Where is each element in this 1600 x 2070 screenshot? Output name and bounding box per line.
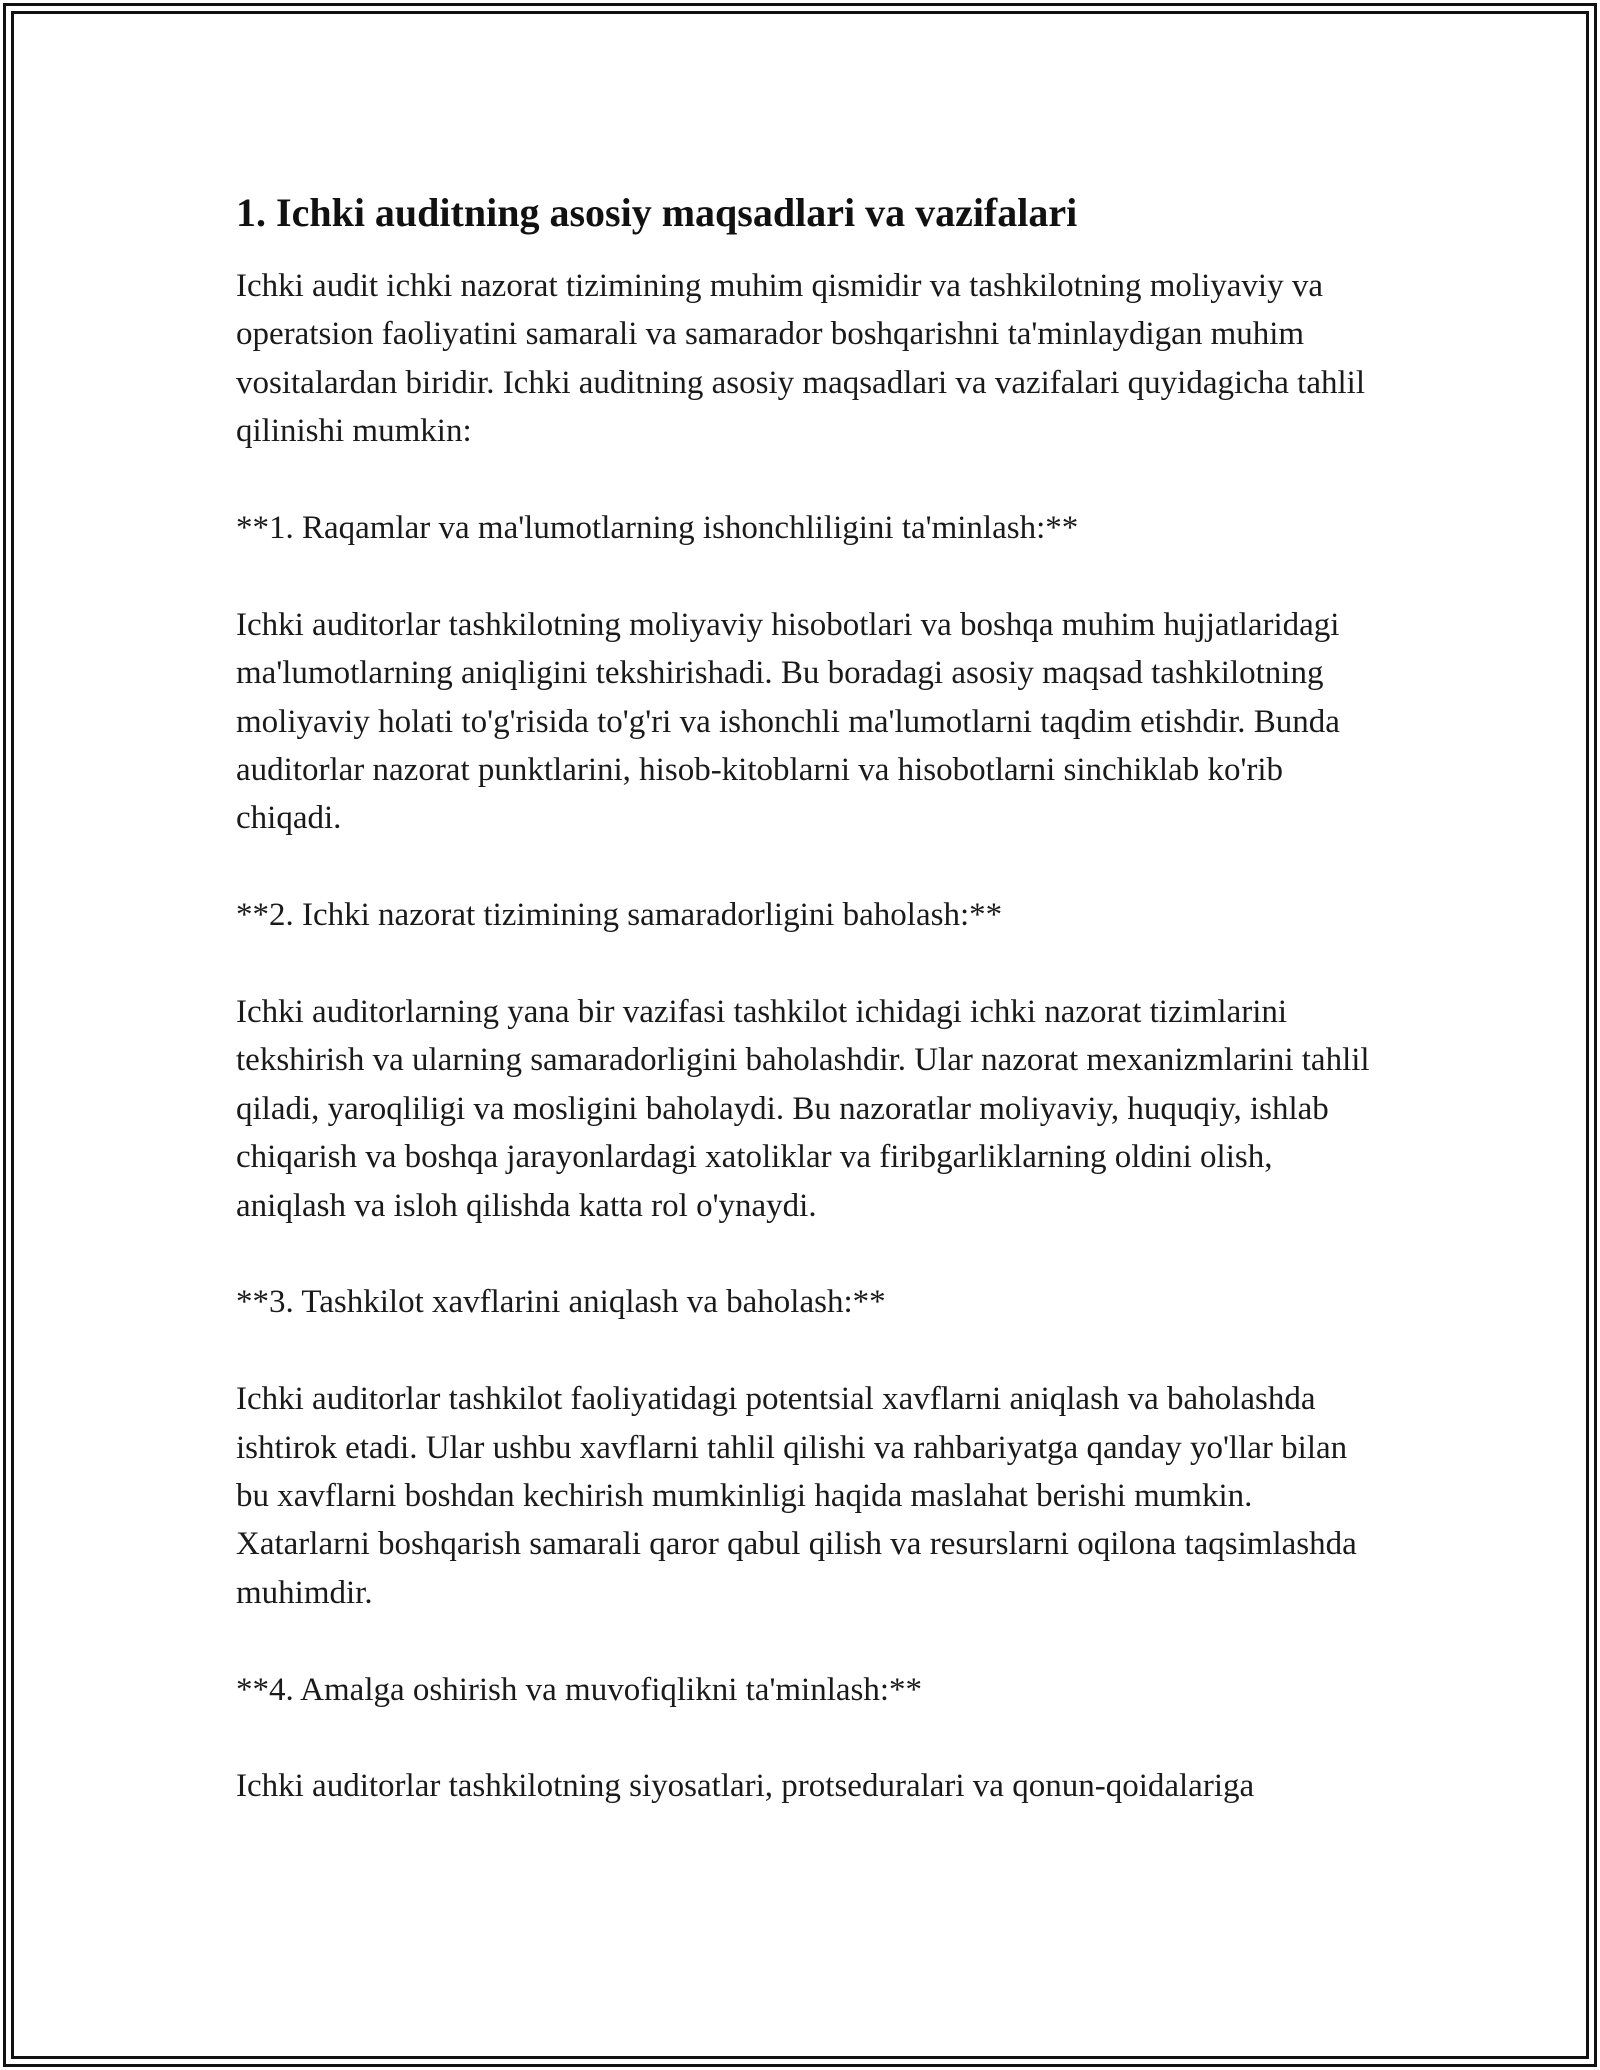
paragraph-2: Ichki auditorlarning yana bir vazifasi tashkilot ichidagi ichki nazorat tizimlarini tekshirish va ularning samaradorligini baholashdir. Ular nazorat mexanizmlarini tahlil qiladi, yaroqliligi va mosligini baholaydi. Bu nazoratlar moliyaviy, huquqiy, ishlab chiqarish va boshqa jarayonlardagi xatoliklar va firibgarliklarning oldini olish, aniqlash va isloh qilishda katta rol o'ynaydi. [236, 994, 1370, 1224]
paragraph-3: Ichki auditorlar tashkilot faoliyatidagi potentsial xavflarni aniqlash va baholashda ishtirok etadi. Ular ushbu xavflarni tahlil qilishi va rahbariyatga qanday yo'llar bilan bu xavflarni boshdan kechirish mumkinligi haqida maslahat berishi mumkin. Xatarlarni boshqarish samarali qaror qabul qilish va resurslarni oqilona taqsimlashda muhimdir. [236, 1381, 1357, 1611]
intro-paragraph: Ichki audit ichki nazorat tizimining muhim qismidir va tashkilotning moliyaviy va operatsion faoliyatini samarali va samarador boshqarishni ta'minlaydigan muhim vositalardan biridir. Ichki auditning asosiy maqsadlari va vazifalari quyidagicha tahlil qilinishi mumkin: [236, 268, 1365, 450]
spacer [236, 241, 1386, 262]
spacer [236, 1617, 1386, 1665]
subheading-4: **4. Amalga oshirish va muvofiqlikni ta'minlash:** [236, 1671, 923, 1708]
spacer [236, 456, 1386, 504]
spacer [236, 1327, 1386, 1375]
spacer [236, 1230, 1386, 1278]
subheading-1: **1. Raqamlar va ma'lumotlarning ishonchliligini ta'minlash:** [236, 510, 1079, 547]
spacer [236, 940, 1386, 988]
document-page [236, 185, 1386, 1811]
spacer [236, 843, 1386, 891]
spacer [236, 1714, 1386, 1762]
spacer [236, 552, 1386, 600]
subheading-3: **3. Tashkilot xavflarini aniqlash va baholash:** [236, 1284, 886, 1321]
paragraph-4: Ichki auditorlar tashkilotning siyosatlari, protseduralari va qonun-qoidalariga [236, 1768, 1255, 1805]
paragraph-1: Ichki auditorlar tashkilotning moliyaviy hisobotlari va boshqa muhim hujjatlaridagi ma'lumotlarning aniqligini tekshirishadi. Bu boradagi asosiy maqsad tashkilotning moliyaviy holati to'g'risida to'g'ri va ishonchli ma'lumotlarni taqdim etishdir. Bunda auditorlar nazorat punktlarini, hisob-kitoblarni va hisobotlarni sinchiklab ko'rib chiqadi. [236, 606, 1340, 837]
subheading-2: **2. Ichki nazorat tizimining samaradorligini baholash:** [236, 897, 1003, 934]
section-title: 1. Ichki auditning asosiy maqsadlari va vazifalari [236, 190, 1078, 235]
